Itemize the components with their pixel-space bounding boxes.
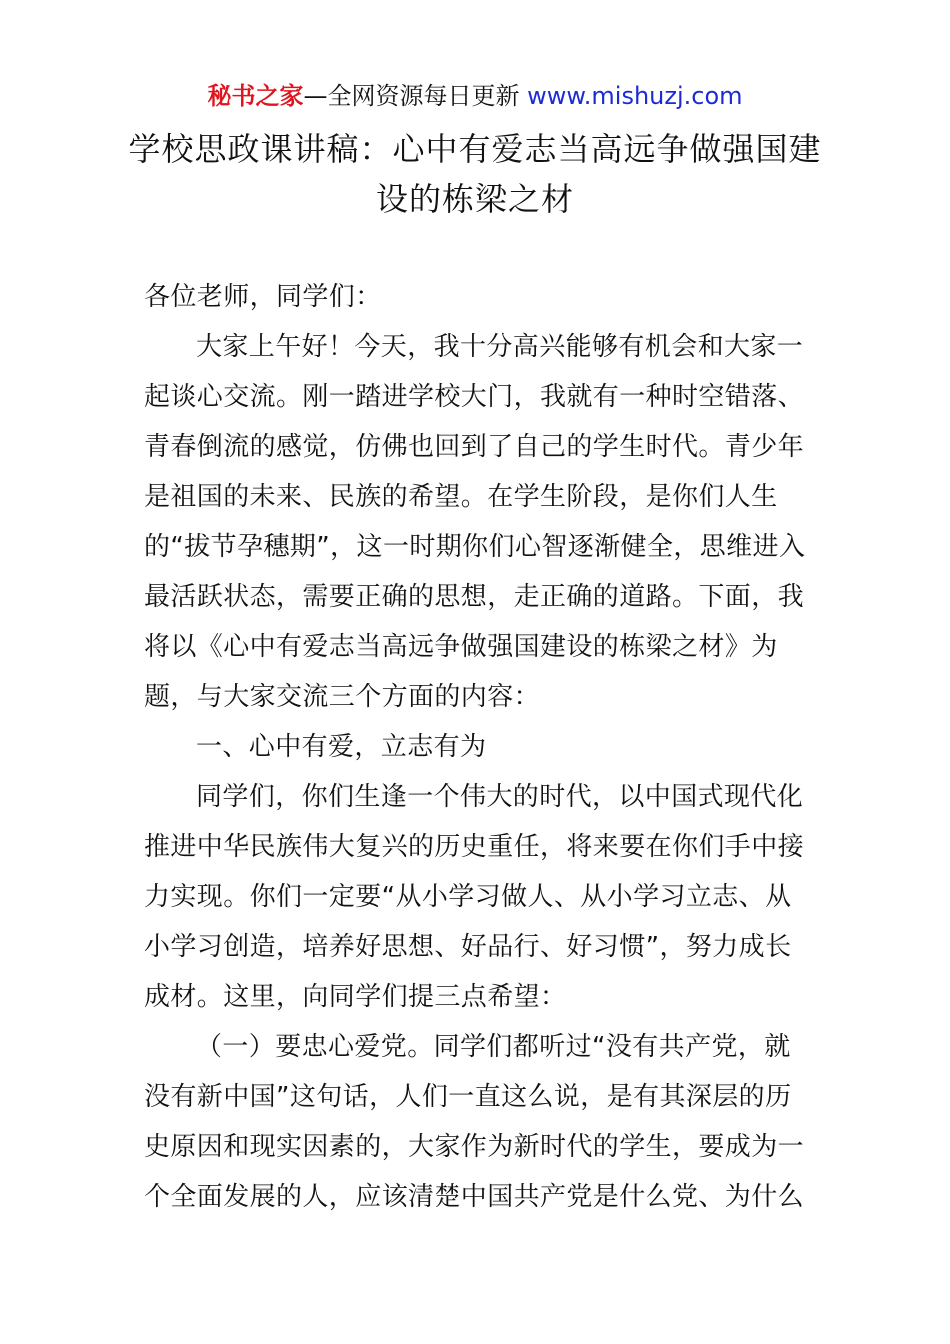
- salutation: 各位老师，同学们：: [144, 282, 382, 312]
- section-heading: 一、心中有爱，立志有为: [196, 732, 487, 762]
- brand-name: 秘书之家: [207, 82, 304, 110]
- document-title: 学校思政课讲稿：心中有爱志当高远争做强国建设的栋梁之材: [128, 130, 822, 218]
- page-header: [0, 80, 950, 112]
- paragraph: 大家上午好！今天，我十分高兴能够有机会和大家一起谈心交流。刚一踏进学校大门，我就有一种时空错落、青春倒流的感觉，仿佛也回到了自己的学生时代。青少年是祖国的未来、民族的希望。在学生阶段，是你们人生的“拔节孕穗期”，这一时期你们心智逐渐健全，思维进入最活跃状态，需要正确的思想，走正确的道路。下面，我将以《心中有爱志当高远争做强国建设的栋梁之材》为题，与大家交流三个方面的内容：: [144, 332, 806, 712]
- paragraph: （一）要忠心爱党。同学们都听过“没有共产党，就没有新中国”这句话，人们一直这么说，是有其深层的历史原因和现实因素的，大家作为新时代的学生，要成为一个全面发展的人，应该清楚中国共产党是什么党、为什么: [144, 1032, 805, 1212]
- site-url-link[interactable]: www.mishuzj.com: [527, 82, 743, 110]
- document-body: [144, 272, 808, 1222]
- header-tagline: —全网资源每日更新: [303, 82, 520, 110]
- paragraph: 同学们，你们生逢一个伟大的时代，以中国式现代化推进中华民族伟大复兴的历史重任，将来要在你们手中接力实现。你们一定要“从小学习做人、从小学习立志、从小学习创造，培养好思想、好品行、好习惯”，努力成长成材。这里，向同学们提三点希望：: [144, 782, 805, 1012]
